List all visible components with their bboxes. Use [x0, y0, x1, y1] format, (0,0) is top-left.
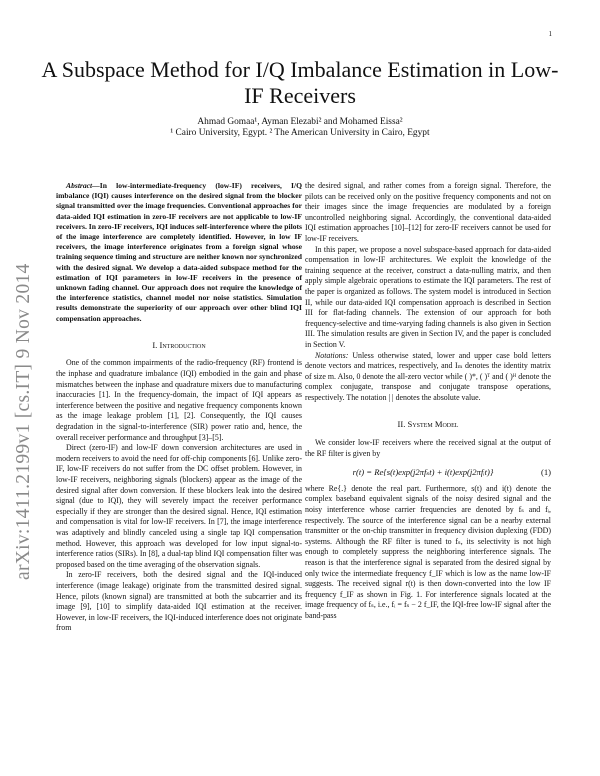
equation-number: (1): [540, 467, 551, 478]
notations-paragraph: [305, 351, 551, 404]
system-model-paragraph-2: where Re{.} denote the real part. Furthermore, s(t) and i(t) denote the complex baseband equivalent signals of the noisy desired signal and the noisy interference whose carrier frequencies are denoted by fₛ and fᵢ, respectively. The source of the interference signal can be a nearby external transmitter or the on-chip transmitter in frequency division duplexing (FDD) systems. Although the RF filter is tuned to fₛ, its selectivity is not high enough to completely suppress the neighboring interference signals. The reason is that the interference signal is separated from the desired signal by only twice the intermediate frequency f_IF which is low as the name low-IF suggests. The received signal r(t) is then down-converted into the low IF frequency f_IF as shown in Fig. 1. For interference signals located at the image frequency of fₛ, i.e., fᵢ = fₛ − 2 f_IF, the IQI-free low-IF signal after the band-pass: [305, 483, 551, 620]
left-column: [56, 181, 302, 634]
author-block: [40, 117, 560, 139]
author-names: Ahmad Gomaa¹, Ayman Elezabi² and Mohamed Eissa²: [197, 117, 403, 127]
arxiv-stamp-text: arXiv:1411.2199v1 [cs.IT] 9 Nov 2014: [13, 263, 34, 580]
notations-label: Notations:: [315, 350, 349, 360]
intro-paragraph-3: In zero-IF receivers, both the desired signal and the IQI-induced interference (image leakage) originate from the transmitted desired signal. Hence, pilots (known signal) are transmitted at both the subcarrier and its image [9], [10] to simplify data-aided IQI estimation at the receiver. However, in low-IF receivers, the IQI-induced interference does not originate from: [56, 570, 302, 633]
intro-paragraph-1: One of the common impairments of the radio-frequency (RF) frontend is the inphase and quadrature imbalance (IQI) embodied in the gain and phase mismatches between the inphase and quadrature mixers due to manufacturing inaccuracies [1]. In the frequency-domain, the impact of IQI appears as interference between the positive and negative frequency components known as the image leakage problem [1], [2]. Consequently, the IQI causes degradation in the signal-to-interference (SIR) power ratio and, hence, the overall receiver performance and throughput [3]–[5].: [56, 358, 302, 442]
intro-paragraph-4: the desired signal, and rather comes from a foreign signal. Therefore, the pilots can be received only on the positive frequency components and not on their images since the image frequencies are modulated by a foreign uncontrolled neighboring signal. Accordingly, the conventional data-aided IQI estimation approaches [10]–[12] for zero-IF receivers cannot be used for low-IF receivers.: [305, 181, 551, 243]
abstract: [56, 181, 302, 324]
system-model-paragraph-1: We consider low-IF receivers where the received signal at the output of the RF filter is given by: [305, 438, 551, 458]
equation-1: [305, 467, 551, 478]
equation-body: r(t) = Re{s(t)exp(j2πfₛt) + i(t)exp(j2πfᵢt)}: [352, 467, 494, 478]
intro-paragraph-2: Direct (zero-IF) and low-IF down conversion architectures are used in modern receivers to avoid the need for off-chip components [6]. Unlike zero-IF, low-IF receivers do not suffer from the DC offset problem. However, in low-IF receivers, neighboring signals (blockers) appear as the image of the desired signal after down conversion. If these blockers leak into the desired signal (due to IQI), they will severely impact the receiver performance especially if they are stronger than the desired signal. Hence, IQI estimation and compensation is vital for low-IF receivers. In [7], the image interference was adaptively and blindly canceled using a single tap IQI compensation method. However, this approach was developed for low input signal-to-interference ratios (SIRs). In [8], a dual-tap blind IQI compensation filter was proposed based on the time averaging of the observation signals.: [56, 443, 302, 569]
section-heading-system-model: II. System Model: [397, 419, 459, 430]
abstract-body: In low-intermediate-frequency (low-IF) receivers, I/Q imbalance (IQI) causes interference on the desired signal from the blocker signal transmitted over the image frequencies. Conventional approaches for data-aided IQI estimation in zero-IF receivers are not applicable to low-IF receivers. In zero-IF receivers, IQI induces self-interference where the pilots of the image interference are completely identified. However, in low IF receivers, the image interference originates from a foreign signal whose training sequence timing and structure are neither known nor synchronized with the desired signal. We develop a data-aided subspace method for the estimation of IQI parameters in low-IF receivers in the presence of unknown fading channel. Our approach does not require the knowledge of the interference statistics, channel model nor noise statistics. Simulation results demonstrate the superiority of our approach over other blind IQI compensation approaches.: [56, 181, 302, 323]
notations-body: Unless otherwise stated, lower and upper case bold letters denote vectors and matrices, respectively, and Iₘ denotes the identity matrix of size m. Also, 0 denote the all-zero vector while ( )*, ( )ᵀ and ( )ᴴ denote the complex conjugate, transpose and conjugate transpose operations, respectively. The notation | | denotes the absolute value.: [305, 350, 551, 402]
affiliations: ¹ Cairo University, Egypt. ² The American University in Cairo, Egypt: [170, 128, 430, 138]
arxiv-stamp: [9, 180, 37, 580]
section-heading-introduction: I. Introduction: [152, 339, 206, 350]
page-number: 1: [548, 30, 552, 38]
paper-title: A Subspace Method for I/Q Imbalance Estimation in Low-IF Receivers: [41, 57, 559, 108]
abstract-label: Abstract—: [66, 181, 100, 190]
intro-paragraph-5: In this paper, we propose a novel subspace-based approach for data-aided compensation in low-IF architectures. We exploit the knowledge of the training sequence at the receiver, construct a data-nulling matrix, and then apply simple algebraic operations to estimate the IQI parameters. The rest of the paper is organized as follows. The system model is introduced in Section II, while our data-aided IQI compensation approach is described in Section III for flat-fading channels. The extension of our approach for both frequency-selective and time-varying fading channels is also given in Section III. The simulation results are given in Section IV, and the paper is concluded in Section V.: [305, 244, 551, 349]
right-column: [305, 181, 551, 622]
